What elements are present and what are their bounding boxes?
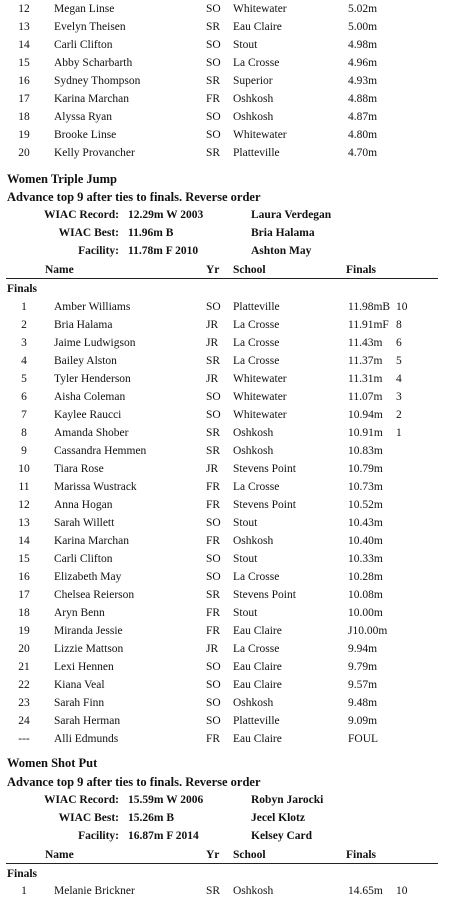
year: SR xyxy=(206,147,221,159)
points: 4 xyxy=(396,373,402,385)
place: 10 xyxy=(18,463,30,475)
mark: 11.37m xyxy=(348,355,383,367)
place: 15 xyxy=(18,57,30,69)
place: 19 xyxy=(18,625,30,637)
mark: 4.98m xyxy=(348,39,378,51)
result-row xyxy=(0,36,451,54)
school: Stevens Point xyxy=(233,499,296,511)
result-row xyxy=(0,586,451,604)
mark: 10.28m xyxy=(348,571,383,583)
result-row xyxy=(0,126,451,144)
year: SO xyxy=(206,697,221,709)
athlete-name: Abby Scharbarth xyxy=(54,57,133,69)
athlete-name: Sarah Herman xyxy=(54,715,121,727)
result-row xyxy=(0,882,451,900)
place: 3 xyxy=(21,337,27,349)
year: FR xyxy=(206,499,221,511)
year: SO xyxy=(206,391,221,403)
mark: 4.93m xyxy=(348,75,378,87)
school: Stout xyxy=(233,553,258,565)
athlete-name: Kiana Veal xyxy=(54,679,105,691)
place: 6 xyxy=(21,391,27,403)
year: SO xyxy=(206,39,221,51)
year: JR xyxy=(206,337,219,349)
year: JR xyxy=(206,643,219,655)
result-row xyxy=(0,370,451,388)
school: Platteville xyxy=(233,715,280,727)
points: 1 xyxy=(396,427,402,439)
points: 6 xyxy=(396,337,402,349)
year: SO xyxy=(206,409,221,421)
record-row xyxy=(0,242,451,260)
school: La Crosse xyxy=(233,57,280,69)
school: Oshkosh xyxy=(233,535,274,547)
mark: 9.48m xyxy=(348,697,378,709)
mark: FOUL xyxy=(348,733,379,745)
mark: 11.31m xyxy=(348,373,383,385)
athlete-name: Lizzie Mattson xyxy=(54,643,124,655)
school: Platteville xyxy=(233,301,280,313)
place: 16 xyxy=(18,571,30,583)
mark: 10.79m xyxy=(348,463,383,475)
school: La Crosse xyxy=(233,481,280,493)
place: 4 xyxy=(21,355,27,367)
record-mark: 12.29m W 2003 xyxy=(128,209,204,221)
school: Oshkosh xyxy=(233,93,274,105)
year: SR xyxy=(206,21,221,33)
school: Stevens Point xyxy=(233,463,296,475)
school: La Crosse xyxy=(233,643,280,655)
year: JR xyxy=(206,373,219,385)
place: 20 xyxy=(18,643,30,655)
column-headers xyxy=(0,261,451,279)
mark: 9.09m xyxy=(348,715,378,727)
record-mark: 11.96m B xyxy=(128,227,174,239)
result-row xyxy=(0,54,451,72)
mark: 10.33m xyxy=(348,553,383,565)
result-row xyxy=(0,316,451,334)
school: Eau Claire xyxy=(233,625,282,637)
athlete-name: Tyler Henderson xyxy=(54,373,131,385)
place: 2 xyxy=(21,319,27,331)
record-row xyxy=(0,224,451,242)
result-row xyxy=(0,352,451,370)
athlete-name: Kaylee Raucci xyxy=(54,409,122,421)
school: La Crosse xyxy=(233,319,280,331)
points: 8 xyxy=(396,319,402,331)
header-school: School xyxy=(233,849,266,861)
mark: 4.88m xyxy=(348,93,378,105)
record-label: WIAC Best: xyxy=(58,812,119,824)
record-row xyxy=(0,206,451,224)
school: Stevens Point xyxy=(233,589,296,601)
record-mark: 15.26m B xyxy=(128,812,174,824)
mark: 10.43m xyxy=(348,517,383,529)
record-label: WIAC Record: xyxy=(43,209,119,221)
place: 13 xyxy=(18,517,30,529)
result-row xyxy=(0,298,451,316)
place: 1 xyxy=(21,301,27,313)
advance-note: Advance top 9 after ties to finals. Reverse order xyxy=(7,775,261,789)
athlete-name: Elizabeth May xyxy=(54,571,122,583)
result-row xyxy=(0,496,451,514)
result-row xyxy=(0,424,451,442)
result-row xyxy=(0,442,451,460)
school: Eau Claire xyxy=(233,733,282,745)
mark: 10.40m xyxy=(348,535,383,547)
place: 14 xyxy=(18,39,30,51)
athlete-name: Miranda Jessie xyxy=(54,625,123,637)
result-row xyxy=(0,676,451,694)
place: 19 xyxy=(18,129,30,141)
place: 1 xyxy=(21,885,27,897)
athlete-name: Amber Williams xyxy=(54,301,131,313)
school: La Crosse xyxy=(233,337,280,349)
section-label: Finals xyxy=(7,283,38,295)
header-year: Yr xyxy=(206,264,220,276)
year: FR xyxy=(206,607,221,619)
result-row xyxy=(0,694,451,712)
year: FR xyxy=(206,535,221,547)
athlete-name: Lexi Hennen xyxy=(54,661,114,673)
school: Superior xyxy=(233,75,273,87)
mark: 11.98mB xyxy=(348,301,391,313)
mark: 5.00m xyxy=(348,21,378,33)
result-row xyxy=(0,406,451,424)
place: --- xyxy=(18,733,30,745)
record-row xyxy=(0,827,451,845)
school: Oshkosh xyxy=(233,697,274,709)
record-label: Facility: xyxy=(78,245,119,257)
school: Eau Claire xyxy=(233,661,282,673)
athlete-name: Melanie Brickner xyxy=(54,885,135,897)
year: JR xyxy=(206,319,219,331)
athlete-name: Alli Edmunds xyxy=(54,733,119,745)
mark: 11.91mF xyxy=(348,319,389,331)
school: Eau Claire xyxy=(233,679,282,691)
header-rule xyxy=(6,863,438,864)
year: SO xyxy=(206,661,221,673)
athlete-name: Sarah Finn xyxy=(54,697,105,709)
record-row xyxy=(0,791,451,809)
athlete-name: Chelsea Reierson xyxy=(54,589,135,601)
result-row xyxy=(0,532,451,550)
mark: 10.73m xyxy=(348,481,383,493)
mark: 10.00m xyxy=(348,607,383,619)
school: Whitewater xyxy=(233,129,287,141)
athlete-name: Megan Linse xyxy=(54,3,115,15)
record-holder: Robyn Jarocki xyxy=(251,794,324,806)
record-holder: Kelsey Card xyxy=(251,830,313,842)
year: SO xyxy=(206,679,221,691)
mark: 10.83m xyxy=(348,445,383,457)
athlete-name: Kelly Provancher xyxy=(54,147,135,159)
record-mark: 16.87m F 2014 xyxy=(128,830,199,842)
header-name: Name xyxy=(45,264,74,276)
record-holder: Laura Verdegan xyxy=(251,209,332,221)
place: 17 xyxy=(18,93,30,105)
header-school: School xyxy=(233,264,266,276)
school: Whitewater xyxy=(233,409,287,421)
year: SO xyxy=(206,715,221,727)
place: 24 xyxy=(18,715,30,727)
year: FR xyxy=(206,93,221,105)
athlete-name: Carli Clifton xyxy=(54,553,113,565)
record-holder: Ashton May xyxy=(251,245,312,257)
record-row xyxy=(0,809,451,827)
place: 5 xyxy=(21,373,27,385)
athlete-name: Bria Halama xyxy=(54,319,113,331)
mark: 9.57m xyxy=(348,679,378,691)
year: SO xyxy=(206,517,221,529)
athlete-name: Sydney Thompson xyxy=(54,75,141,87)
result-row xyxy=(0,108,451,126)
athlete-name: Anna Hogan xyxy=(54,499,113,511)
result-row xyxy=(0,18,451,36)
school: Oshkosh xyxy=(233,111,274,123)
place: 23 xyxy=(18,697,30,709)
result-row xyxy=(0,460,451,478)
school: Stout xyxy=(233,607,258,619)
athlete-name: Tiara Rose xyxy=(54,463,104,475)
school: Stout xyxy=(233,517,258,529)
result-row xyxy=(0,0,451,18)
athlete-name: Carli Clifton xyxy=(54,39,113,51)
record-label: WIAC Record: xyxy=(43,794,119,806)
school: Eau Claire xyxy=(233,21,282,33)
mark: 10.52m xyxy=(348,499,383,511)
result-row xyxy=(0,604,451,622)
place: 13 xyxy=(18,21,30,33)
mark: 4.70m xyxy=(348,147,378,159)
athlete-name: Jaime Ludwigson xyxy=(54,337,136,349)
school: Oshkosh xyxy=(233,427,274,439)
athlete-name: Evelyn Theisen xyxy=(54,21,126,33)
year: SO xyxy=(206,57,221,69)
points: 3 xyxy=(396,391,402,403)
place: 16 xyxy=(18,75,30,87)
place: 22 xyxy=(18,679,30,691)
record-holder: Jecel Klotz xyxy=(251,812,305,824)
place: 18 xyxy=(18,111,30,123)
result-row xyxy=(0,478,451,496)
result-row xyxy=(0,622,451,640)
header-year: Yr xyxy=(206,849,220,861)
year: SO xyxy=(206,129,221,141)
school: Whitewater xyxy=(233,3,287,15)
result-row xyxy=(0,388,451,406)
athlete-name: Karina Marchan xyxy=(54,535,130,547)
points: 10 xyxy=(396,301,408,313)
year: SO xyxy=(206,111,221,123)
school: Oshkosh xyxy=(233,445,274,457)
athlete-name: Brooke Linse xyxy=(54,129,117,141)
year: SR xyxy=(206,445,221,457)
place: 12 xyxy=(18,499,30,511)
header-name: Name xyxy=(45,849,74,861)
year: SR xyxy=(206,589,221,601)
mark: 4.80m xyxy=(348,129,378,141)
mark: 10.91m xyxy=(348,427,383,439)
header-rule xyxy=(6,278,438,279)
year: SR xyxy=(206,355,221,367)
header-finals: Finals xyxy=(346,849,377,861)
section-label: Finals xyxy=(7,868,38,880)
year: FR xyxy=(206,481,221,493)
record-label: WIAC Best: xyxy=(58,227,119,239)
year: SO xyxy=(206,553,221,565)
place: 17 xyxy=(18,589,30,601)
year: JR xyxy=(206,463,219,475)
mark: 5.02m xyxy=(348,3,378,15)
place: 18 xyxy=(18,607,30,619)
athlete-name: Sarah Willett xyxy=(54,517,115,529)
year: SO xyxy=(206,301,221,313)
mark: 9.94m xyxy=(348,643,378,655)
mark: 14.65m xyxy=(348,885,383,897)
athlete-name: Karina Marchan xyxy=(54,93,130,105)
event-title: Women Triple Jump xyxy=(7,172,117,186)
result-row xyxy=(0,90,451,108)
school: Platteville xyxy=(233,147,280,159)
place: 8 xyxy=(21,427,27,439)
place: 12 xyxy=(18,3,30,15)
mark: J10.00m xyxy=(348,625,388,637)
record-mark: 11.78m F 2010 xyxy=(128,245,199,257)
column-headers xyxy=(0,846,451,864)
school: Oshkosh xyxy=(233,885,274,897)
place: 7 xyxy=(21,409,27,421)
record-holder: Bria Halama xyxy=(251,227,315,239)
place: 20 xyxy=(18,147,30,159)
year: SR xyxy=(206,75,221,87)
result-row xyxy=(0,568,451,586)
school: Whitewater xyxy=(233,373,287,385)
place: 15 xyxy=(18,553,30,565)
result-row xyxy=(0,144,451,162)
athlete-name: Bailey Alston xyxy=(54,355,117,367)
place: 9 xyxy=(21,445,27,457)
mark: 11.43m xyxy=(348,337,383,349)
record-label: Facility: xyxy=(78,830,119,842)
record-mark: 15.59m W 2006 xyxy=(128,794,204,806)
athlete-name: Cassandra Hemmen xyxy=(54,445,147,457)
points: 2 xyxy=(396,409,402,421)
result-row xyxy=(0,658,451,676)
mark: 11.07m xyxy=(348,391,383,403)
mark: 10.94m xyxy=(348,409,383,421)
result-row xyxy=(0,72,451,90)
school: La Crosse xyxy=(233,355,280,367)
advance-note: Advance top 9 after ties to finals. Reverse order xyxy=(7,190,261,204)
points: 10 xyxy=(396,885,408,897)
year: SR xyxy=(206,427,221,439)
athlete-name: Aisha Coleman xyxy=(54,391,126,403)
athlete-name: Aryn Benn xyxy=(54,607,105,619)
year: FR xyxy=(206,625,221,637)
mark: 4.87m xyxy=(348,111,378,123)
mark: 9.79m xyxy=(348,661,378,673)
place: 11 xyxy=(18,481,30,493)
place: 21 xyxy=(18,661,30,673)
athlete-name: Marissa Wustrack xyxy=(54,481,137,493)
place: 14 xyxy=(18,535,30,547)
result-row xyxy=(0,730,451,748)
result-row xyxy=(0,334,451,352)
school: Stout xyxy=(233,39,258,51)
result-row xyxy=(0,550,451,568)
result-row xyxy=(0,514,451,532)
event-title: Women Shot Put xyxy=(7,756,98,770)
result-row xyxy=(0,640,451,658)
points: 5 xyxy=(396,355,402,367)
school: Whitewater xyxy=(233,391,287,403)
year: SO xyxy=(206,571,221,583)
school: La Crosse xyxy=(233,571,280,583)
mark: 4.96m xyxy=(348,57,378,69)
year: FR xyxy=(206,733,221,745)
result-row xyxy=(0,712,451,730)
mark: 10.08m xyxy=(348,589,383,601)
header-finals: Finals xyxy=(346,264,377,276)
year: SR xyxy=(206,885,221,897)
athlete-name: Amanda Shober xyxy=(54,427,129,439)
athlete-name: Alyssa Ryan xyxy=(54,111,112,123)
year: SO xyxy=(206,3,221,15)
